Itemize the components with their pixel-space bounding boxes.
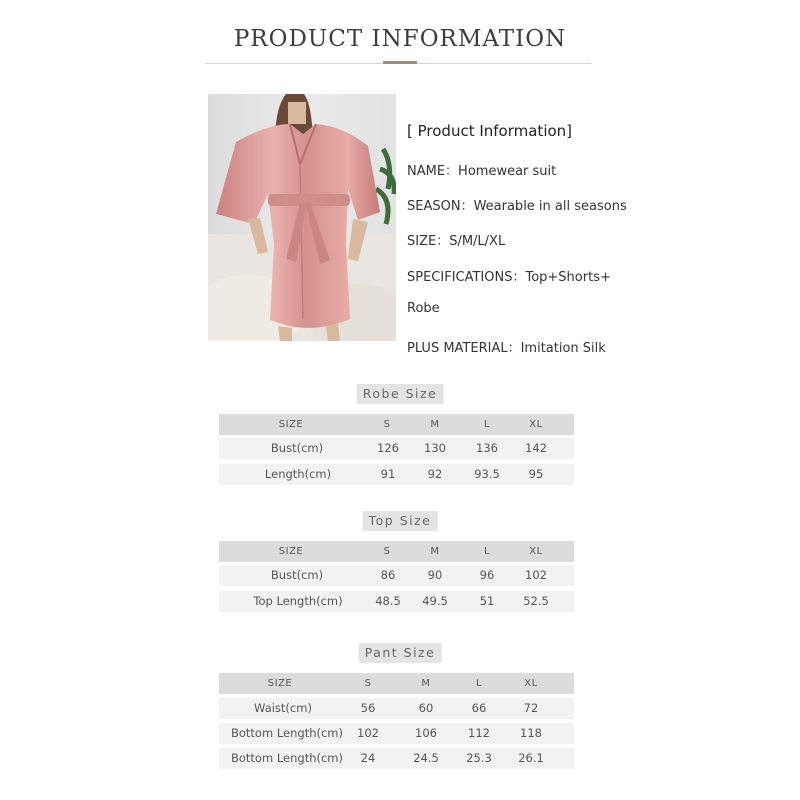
table-cell: 112 [468,726,490,740]
table-header-cell: SIZE [267,678,293,689]
table-row [219,698,574,719]
table-cell: 93.5 [474,467,500,481]
table-cell: 95 [528,467,544,481]
table-cell: 26.1 [518,751,544,765]
table-header-cell: SIZE [278,546,304,557]
table-header-cell: M [421,678,431,689]
table-row [219,438,574,459]
table-header-cell: XL [529,546,543,557]
section-label: Robe Size [357,384,444,404]
section-label: Pant Size [359,643,442,663]
product-specifications: SPECIFICATIONS：Top+Shorts+ [407,270,611,285]
product-photo [208,94,396,341]
table-cell: 49.5 [422,594,448,608]
table-cell: 96 [479,568,495,582]
table-cell: Top Length(cm) [253,594,343,608]
table-cell: 66 [471,701,487,715]
table-cell: 102 [525,568,547,582]
table-header-cell: XL [529,419,543,430]
table-cell: 118 [520,726,542,740]
table-cell: 48.5 [375,594,401,608]
table-cell: Bust(cm) [270,441,324,455]
table-row [219,565,574,586]
table-cell: 24.5 [413,751,439,765]
table-row [219,464,574,485]
table-cell: Bust(cm) [270,568,324,582]
table-header-row [219,414,574,435]
table-cell: 142 [525,441,547,455]
table-cell: Bottom Length(cm) [230,726,344,740]
product-specifications-cont: Robe [407,301,440,316]
table-cell: 25.3 [466,751,492,765]
table-cell: Length(cm) [264,467,332,481]
table-header-cell: L [483,546,491,557]
table-header-cell: SIZE [278,419,304,430]
table-cell: 106 [415,726,437,740]
table-cell: Waist(cm) [254,701,312,715]
table-header-row [219,673,574,694]
product-size: SIZE：S/M/L/XL [407,234,506,249]
table-header-cell: S [383,419,391,430]
table-header-row [219,541,574,562]
table-cell: Bottom Length(cm) [230,751,344,765]
table-cell: 102 [357,726,379,740]
table-cell: 91 [380,467,396,481]
table-cell: 136 [476,441,498,455]
table-cell: 126 [377,441,399,455]
header-accent-bar [383,61,417,64]
product-name: NAME：Homewear suit [407,164,557,179]
table-header-cell: XL [524,678,538,689]
table-header-cell: L [475,678,483,689]
table-cell: 130 [424,441,446,455]
table-cell: 60 [418,701,434,715]
table-row [219,748,574,769]
table-cell: 52.5 [523,594,549,608]
table-cell: 51 [479,594,495,608]
product-info-heading: [ Product Information] [407,122,573,140]
table-header-cell: S [364,678,372,689]
table-row [219,591,574,612]
table-cell: 90 [427,568,443,582]
table-row [219,723,574,744]
table-header-cell: L [483,419,491,430]
table-cell: 92 [427,467,443,481]
page-title: PRODUCT INFORMATION [233,26,567,52]
table-cell: 24 [360,751,376,765]
section-label: Top Size [363,511,438,531]
table-cell: 86 [380,568,396,582]
product-material: PLUS MATERIAL：Imitation Silk [407,341,606,356]
product-season: SEASON：Wearable in all seasons [407,199,627,214]
table-header-cell: M [430,546,440,557]
table-cell: 72 [523,701,539,715]
table-header-cell: S [383,546,391,557]
table-header-cell: M [430,419,440,430]
table-cell: 56 [360,701,376,715]
